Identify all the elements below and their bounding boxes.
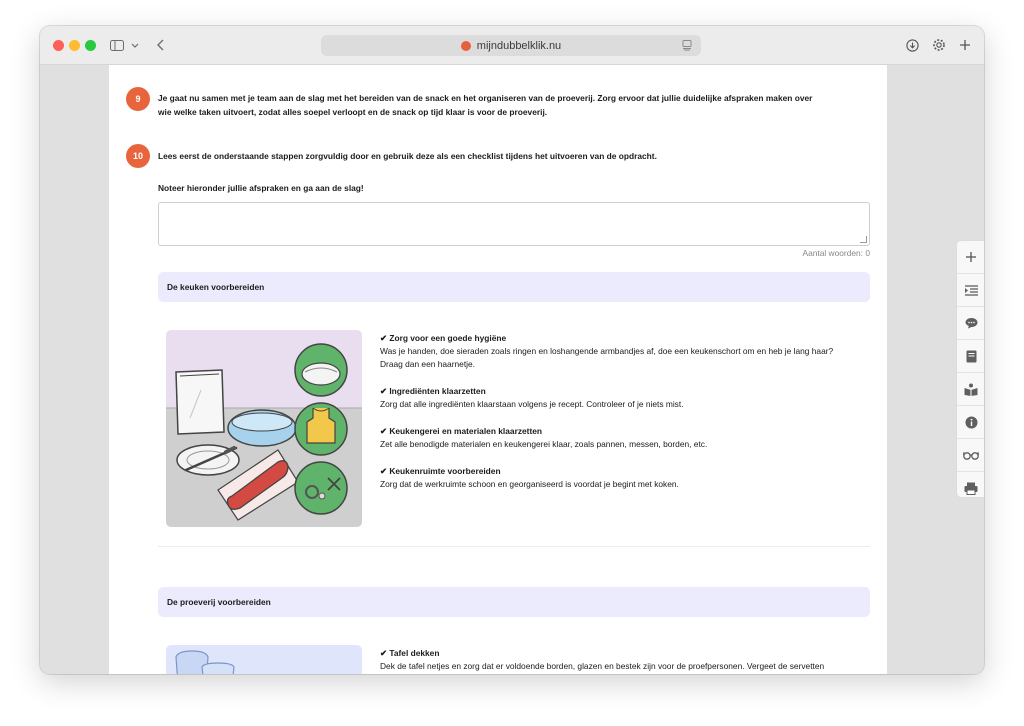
chevron-down-icon[interactable] xyxy=(130,35,140,55)
step-10 xyxy=(126,144,657,168)
checklist-item-description: Dek de tafel netjes en zorg dat er voldoende borden, glazen en bestek zijn voor de proefpersonen. Vergeet de servetten xyxy=(380,661,825,671)
indent-icon[interactable] xyxy=(957,274,984,307)
kitchen-illustration xyxy=(166,330,362,527)
checklist-item xyxy=(380,647,850,673)
comment-icon[interactable] xyxy=(957,307,984,340)
section-header-proeverij xyxy=(158,587,870,617)
agreements-textarea[interactable] xyxy=(158,202,870,246)
url-text: mijndubbelklik.nu xyxy=(476,39,562,52)
minimize-window-button[interactable] xyxy=(69,40,80,51)
checklist-item-title: ✔ Ingrediënten klaarzetten xyxy=(380,386,486,396)
reader-icon[interactable] xyxy=(681,39,693,54)
word-count: Aantal woorden: 0 xyxy=(802,248,870,258)
checklist-item-description: Zorg dat de werkruimte schoon en georganiseerd is voordat je begint met koken. xyxy=(380,479,679,489)
site-favicon-icon xyxy=(461,41,471,51)
page-viewport xyxy=(40,65,984,674)
resize-handle[interactable] xyxy=(860,236,867,243)
side-toolbar xyxy=(956,240,984,498)
reading-icon[interactable] xyxy=(957,373,984,406)
section-title: De proeverij voorbereiden xyxy=(167,597,271,607)
content-page xyxy=(109,65,887,674)
table-illustration xyxy=(166,645,362,674)
sidebar-icon[interactable] xyxy=(108,35,126,55)
checklist-item xyxy=(380,332,850,371)
new-tab-icon[interactable] xyxy=(958,35,972,55)
title-bar xyxy=(40,26,984,65)
checklist-item-title: ✔ Keukenruimte voorbereiden xyxy=(380,466,501,476)
browser-window xyxy=(40,26,984,674)
section-divider xyxy=(158,546,870,547)
section-header-keuken xyxy=(158,272,870,302)
step-text: Je gaat nu samen met je team aan de slag met het bereiden van de snack en het organiseren van de proeverij. Zorg ervoor dat jullie duidelijke afspraken maken over wie welke taken uitvoert, zodat alles soepel verloopt en de snack op tijd klaar is voor de proeverij. xyxy=(158,93,813,117)
checklist-keuken xyxy=(380,332,850,505)
address-bar[interactable] xyxy=(321,35,701,56)
checklist-proeverij xyxy=(380,647,850,674)
checklist-item-description: Zet alle benodigde materialen en keukengerei klaar, zoals pannen, messen, borden, etc. xyxy=(380,439,708,449)
checklist-item-description: Zorg dat alle ingrediënten klaarstaan volgens je recept. Controleer of je niets mist. xyxy=(380,399,684,409)
checklist-item-description: Was je handen, doe sieraden zoals ringen en loshangende armbandjes af, doe een keukenschort om en heb je lang haar? Draag dan een haarnetje. xyxy=(380,346,834,369)
step-number-badge: 10 xyxy=(126,144,150,168)
zoom-window-button[interactable] xyxy=(85,40,96,51)
step-number-badge: 9 xyxy=(126,87,150,111)
checklist-item-title: ✔ Zorg voor een goede hygiëne xyxy=(380,333,507,343)
download-icon[interactable] xyxy=(904,35,920,55)
print-icon[interactable] xyxy=(957,472,984,504)
checklist-item-title: ✔ Tafel dekken xyxy=(380,648,440,658)
plus-icon[interactable] xyxy=(957,241,984,274)
settings-icon[interactable] xyxy=(931,35,947,55)
back-icon[interactable] xyxy=(154,35,166,55)
section-title: De keuken voorbereiden xyxy=(167,282,265,292)
step-9 xyxy=(126,87,813,117)
checklist-item xyxy=(380,385,850,411)
checklist-item xyxy=(380,465,850,491)
book-icon[interactable] xyxy=(957,340,984,373)
note-label: Noteer hieronder jullie afspraken en ga aan de slag! xyxy=(158,183,364,193)
glasses-icon[interactable] xyxy=(957,439,984,472)
info-icon[interactable] xyxy=(957,406,984,439)
step-text: Lees eerst de onderstaande stappen zorgvuldig door en gebruik deze als een checklist tijdens het uitvoeren van de opdracht. xyxy=(158,151,657,161)
close-window-button[interactable] xyxy=(53,40,64,51)
checklist-item-title: ✔ Keukengerei en materialen klaarzetten xyxy=(380,426,543,436)
checklist-item xyxy=(380,425,850,451)
